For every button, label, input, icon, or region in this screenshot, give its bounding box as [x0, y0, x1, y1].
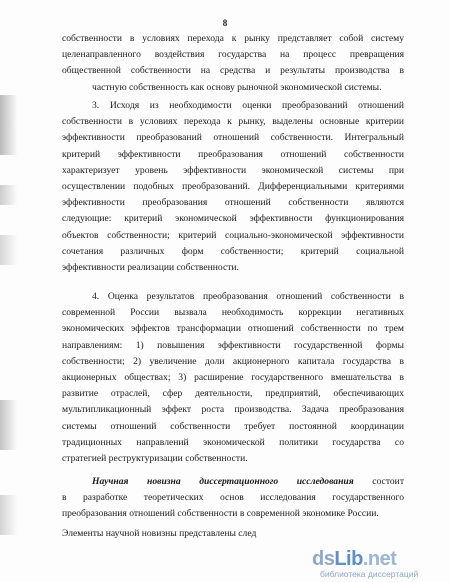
paragraph-3 [62, 289, 404, 467]
scan-artifact [0, 400, 22, 450]
watermark-subtitle: библиотека диссертаций [320, 569, 419, 579]
text-line: собственности; 2) увеличение доли акционерного капитала государства в [62, 355, 404, 367]
scan-artifact [0, 235, 22, 265]
logo-lib: Lib [334, 548, 363, 570]
text-line: современной России вызвала необходимость коррекции негативных [62, 307, 404, 319]
text-line: характеризует уровень эффективности экономической системы при [62, 164, 404, 176]
text-line: направлениям: 1) повышения эффективности государственной формы [62, 339, 404, 351]
text-line: преобразования отношений собственности в современной экономике России. [62, 508, 379, 520]
text-fragment: состоит [353, 476, 405, 487]
text-line: развитие отраслей, сфер деятельности, предприятий, обеспечивающих [62, 388, 404, 400]
text-line [62, 474, 404, 490]
text-line: экономических эффектов трансформации отношений собственности по трем [62, 323, 404, 335]
text-line: целенаправленного воздействия государства на процесс превращения [62, 49, 404, 61]
text-line: мультипликационный эффект роста производства. Задача преобразования [62, 404, 404, 416]
text-line: системы отношений собственности требует постоянной координации [62, 420, 404, 432]
text-line: в разработке теоретических основ исследования государственного [62, 492, 404, 504]
text-line: 4. Оценка результатов преобразования отношений собственности в [92, 291, 404, 302]
text-line: Элементы научной новизны представлены след [62, 528, 257, 539]
text-line: традиционных направлений экономической политики государства со [62, 436, 404, 448]
paragraph-2 [62, 98, 404, 276]
scan-artifact [0, 185, 22, 205]
text-line: сочетания различных форм собственности; критерий социальной [62, 245, 404, 257]
logo-ds: ds [312, 548, 335, 570]
text-line: акционерных обществах; 3) расширение государственного вмешательства в [62, 371, 404, 383]
text-line: эффективности преобразования отношений собственности являются [62, 197, 404, 209]
dslib-watermark[interactable] [312, 548, 442, 578]
text-line: частную собственность как основу рыночной экономической системы. [92, 81, 382, 93]
text-line: критерий эффективности преобразования отношений собственности [62, 148, 404, 160]
text-line: стратегией реструктуризации собственности. [62, 452, 248, 464]
scan-artifact [0, 95, 22, 155]
text-line: 3. Исходя из необходимости оценки преобразований отношений [92, 100, 404, 111]
text-line: эффективности реализации собственности. [62, 261, 239, 273]
text-line: объектов собственности; критерий социально-экономической эффективности [62, 229, 404, 241]
paragraph-1 [62, 31, 404, 96]
text-line: собственности в условиях перехода к рынку представляет собой систему [62, 33, 404, 44]
paragraph-5 [62, 526, 404, 542]
logo-net: .net [362, 548, 397, 570]
page-number: 8 [222, 18, 228, 28]
dslib-logo [312, 548, 396, 570]
text-line: собственности в условиях перехода к рынку, выделены основные критерии [62, 116, 404, 128]
text-line: общественной собственности на средства и результаты производства в [62, 65, 404, 77]
text-line: осуществлении подобных преобразований. Дифференциальными критериями [62, 180, 404, 192]
text-line: следующие: критерий экономической эффективности функционирования [62, 213, 404, 225]
text-line: эффективности преобразований отношений собственности. Интегральный [62, 132, 404, 144]
paragraph-4 [62, 474, 404, 523]
emphasized-heading: Научная новизна диссертационного исследования [92, 476, 354, 487]
scan-artifact [0, 495, 22, 535]
